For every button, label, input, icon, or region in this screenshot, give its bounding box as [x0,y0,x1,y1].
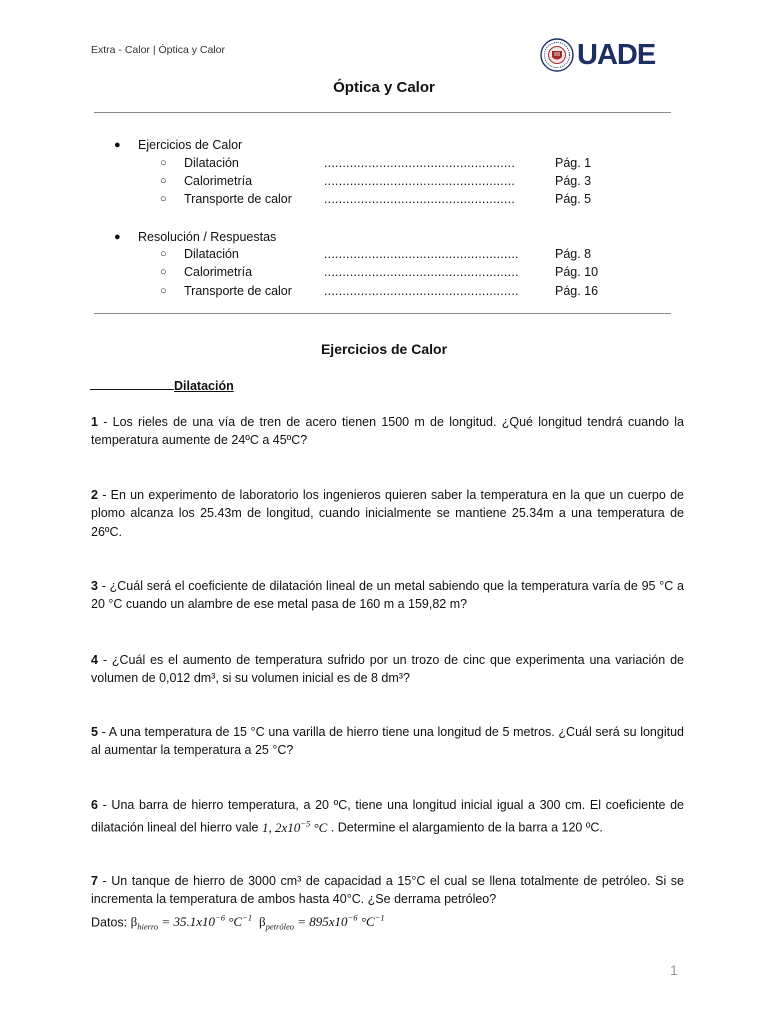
exercise-text: - Un tanque de hierro de 3000 cm³ de capacidad a 15°C el cual se llena totalmente de petróleo. Si se incrementa la temperatura de ambos hasta 40°C. ¿Se derrama petróleo? [91,874,684,907]
bullet-circle: ○ [160,193,167,205]
bullet-circle: ○ [160,157,167,169]
exercise-number: 5 [91,725,98,739]
header-breadcrumb: Extra - Calor | Óptica y Calor [91,44,226,56]
toc-item-label: Transporte de calor [184,192,292,206]
exercise-1 [91,413,684,450]
exercise-number: 2 [91,488,98,502]
divider-bottom [94,313,671,314]
toc-item-label: Calorimetría [184,174,253,188]
toc-dots: .................................................... [324,192,515,206]
toc-dots: ..................................................... [324,284,519,298]
uade-logo [540,37,655,73]
exercise-number: 4 [91,653,98,667]
toc-group-label: Resolución / Respuestas [138,230,277,244]
exercise-5 [91,723,684,760]
exercise-7 [91,872,684,936]
toc-item-label: Dilatación [184,156,239,170]
university-seal-icon [540,38,574,72]
subsection-heading [90,378,234,393]
toc-item-label: Transporte de calor [184,284,292,298]
exercise-text: - Una barra de hierro temperatura, a 20 ºC, tiene una longitud inicial igual a 300 cm. El coeficiente de dilatación lineal del hierro vale [91,798,684,835]
toc-dots: ..................................................... [324,265,519,279]
exercise-number: 7 [91,874,98,888]
exercise-number: 6 [91,798,98,812]
toc-dots: .................................................... [324,156,515,170]
exercise-text: - ¿Cuál es el aumento de temperatura sufrido por un trozo de cinc que experimenta una variación de volumen de 0,012 dm³, si su volumen inicial es de 8 dm³? [91,653,684,686]
exercise-number: 3 [91,579,98,593]
exercise-text: . Determine el alargamiento de la barra a 120 ºC. [327,820,603,835]
bullet-circle: ○ [160,248,167,260]
section-title: Ejercicios de Calor [320,341,448,357]
exercise-number: 1 [91,415,98,429]
datos-label: Datos: [91,914,131,929]
bullet-circle: ○ [160,285,167,297]
toc-dots: ..................................................... [324,247,519,261]
heading-underline [90,378,174,390]
toc-page-ref: Pág. 5 [555,192,592,206]
bullet-circle: ○ [160,266,167,278]
divider-top [94,112,671,113]
bullet-dot: ● [114,231,121,243]
beta-hierro: $\beta_{hierro} = 35.1x10^{-6}$ $^\circ C^{-1}$ [130,912,253,932]
toc-dots: .................................................... [324,174,515,188]
toc-page-ref: Pág. 3 [555,174,592,188]
exercise-text: - Los rieles de una vía de tren de acero tienen 1500 m de longitud. ¿Qué longitud tendrá cuando la temperatura aumente de 24ºC a 45ºC? [91,415,684,448]
page-title: Óptica y Calor [333,79,435,96]
exercise-3 [91,577,684,614]
bullet-dot: ● [114,139,121,151]
toc-group-label: Ejercicios de Calor [138,138,243,152]
toc-page-ref: Pág. 16 [555,284,599,298]
toc-item-label: Dilatación [184,247,239,261]
exercise-6 [91,796,684,837]
toc-page-ref: Pág. 10 [555,265,599,279]
logo-wordmark: UADE [577,39,656,71]
exercise-2 [91,486,684,541]
exercise-4 [91,651,684,688]
math-coefficient: 1, $2x10^{-5}$ °C [261,818,328,835]
bullet-circle: ○ [160,175,167,187]
beta-petroleo: $\beta_{petróleo} = 895x10^{-6}$ $^\circ C^{-1}$ [259,912,385,932]
page-number: 1 [670,962,678,978]
toc-item-label: Calorimetría [184,265,253,279]
exercise-text: - ¿Cuál será el coeficiente de dilatación lineal de un metal sabiendo que la temperatura varía de 95 °C a 20 °C cuando un alambre de ese metal pasa de 160 m a 159,82 m? [91,579,684,612]
exercise-text: - En un experimento de laboratorio los ingenieros quieren saber la temperatura en la que un cuerpo de plomo alcanza los 25.43m de longitud, cuando inicialmente se mantiene 25.34m a una temperatura de 26ºC. [91,488,684,539]
exercise-text: - A una temperatura de 15 °C una varilla de hierro tiene una longitud de 5 metros. ¿Cuál será su longitud al aumentar la temperatura a 25 °C? [91,725,684,758]
subsection-label: Dilatación [174,379,234,393]
toc-page-ref: Pág. 8 [555,247,592,261]
toc-page-ref: Pág. 1 [555,156,592,170]
